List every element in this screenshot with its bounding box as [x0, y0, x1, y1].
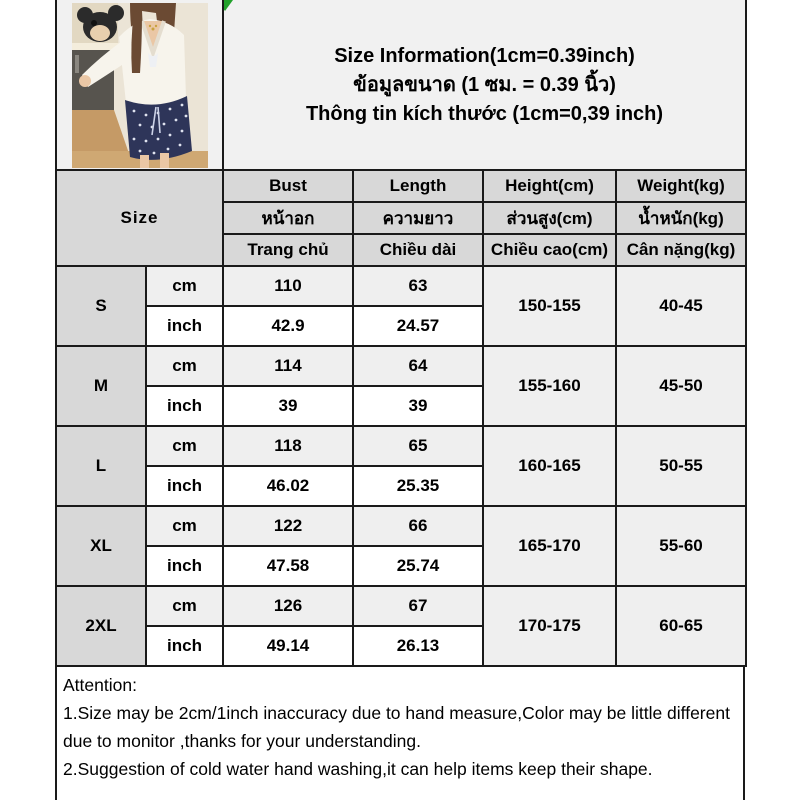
size-row-m-cm — [56, 346, 746, 386]
height-range-m: 155-160 — [483, 346, 616, 426]
length-cm-l: 65 — [353, 426, 483, 466]
bust-inch-l: 46.02 — [223, 466, 353, 506]
unit-inch: inch — [146, 386, 223, 426]
height-range-s: 150-155 — [483, 266, 616, 346]
unit-inch: inch — [146, 546, 223, 586]
col-header-bust-th: หน้าอก — [223, 202, 353, 234]
col-header-weight-vi: Cân nặng(kg) — [616, 234, 746, 266]
size-row-xl-cm — [56, 506, 746, 546]
title-vietnamese: Thông tin kích thước (1cm=0,39 inch) — [305, 102, 664, 125]
length-inch-2xl: 26.13 — [353, 626, 483, 666]
unit-inch: inch — [146, 466, 223, 506]
col-header-weight-th: น้ำหนัก(kg) — [616, 202, 746, 234]
weight-range-2xl: 60-65 — [616, 586, 746, 666]
height-range-2xl: 170-175 — [483, 586, 616, 666]
bust-cm-2xl: 126 — [223, 586, 353, 626]
height-range-l: 160-165 — [483, 426, 616, 506]
col-header-height-en: Height(cm) — [483, 170, 616, 202]
size-table — [55, 0, 747, 667]
col-header-height-vi: Chiều cao(cm) — [483, 234, 616, 266]
length-cm-xl: 66 — [353, 506, 483, 546]
length-inch-xl: 25.74 — [353, 546, 483, 586]
size-row-2xl-cm — [56, 586, 746, 626]
weight-range-s: 40-45 — [616, 266, 746, 346]
header-row-english — [56, 170, 746, 202]
col-header-bust-en: Bust — [223, 170, 353, 202]
weight-range-xl: 55-60 — [616, 506, 746, 586]
weight-range-m: 45-50 — [616, 346, 746, 426]
product-photo — [72, 3, 208, 168]
col-header-bust-vi: Trang chủ — [223, 234, 353, 266]
length-inch-m: 39 — [353, 386, 483, 426]
size-info-title-cell — [223, 0, 746, 170]
bust-inch-2xl: 49.14 — [223, 626, 353, 666]
bust-cm-xl: 122 — [223, 506, 353, 546]
length-cm-m: 64 — [353, 346, 483, 386]
unit-cm: cm — [146, 426, 223, 466]
length-cm-s: 63 — [353, 266, 483, 306]
bust-cm-m: 114 — [223, 346, 353, 386]
unit-cm: cm — [146, 346, 223, 386]
col-header-length-th: ความยาว — [353, 202, 483, 234]
attention-notes — [55, 665, 745, 800]
size-row-l-cm — [56, 426, 746, 466]
size-label-xl: XL — [56, 506, 146, 586]
col-header-height-th: ส่วนสูง(cm) — [483, 202, 616, 234]
bust-inch-xl: 47.58 — [223, 546, 353, 586]
col-header-length-vi: Chiều dài — [353, 234, 483, 266]
size-label-m: M — [56, 346, 146, 426]
size-label-s: S — [56, 266, 146, 346]
bust-cm-l: 118 — [223, 426, 353, 466]
length-inch-s: 24.57 — [353, 306, 483, 346]
size-chart-sheet — [55, 0, 745, 800]
attention-note-2: 2.Suggestion of cold water hand washing,it can help items keep their shape. — [63, 759, 653, 779]
unit-cm: cm — [146, 506, 223, 546]
size-column-header: Size — [56, 170, 223, 266]
col-header-weight-en: Weight(kg) — [616, 170, 746, 202]
product-photo-cell — [56, 0, 223, 170]
title-thai: ข้อมูลขนาด (1 ซม. = 0.39 นิ้ว) — [353, 73, 616, 96]
attention-note-1: 1.Size may be 2cm/1inch inaccuracy due to hand measure,Color may be little different due to monitor ,thanks for your understanding. — [63, 703, 730, 751]
length-inch-l: 25.35 — [353, 466, 483, 506]
size-label-2xl: 2XL — [56, 586, 146, 666]
unit-inch: inch — [146, 306, 223, 346]
bust-inch-m: 39 — [223, 386, 353, 426]
title-row — [56, 0, 746, 170]
bust-inch-s: 42.9 — [223, 306, 353, 346]
title-english: Size Information(1cm=0.39inch) — [334, 44, 635, 67]
green-corner-flag-icon — [223, 0, 233, 11]
unit-cm: cm — [146, 266, 223, 306]
height-range-xl: 165-170 — [483, 506, 616, 586]
weight-range-l: 50-55 — [616, 426, 746, 506]
bust-cm-s: 110 — [223, 266, 353, 306]
col-header-length-en: Length — [353, 170, 483, 202]
attention-heading: Attention: — [63, 675, 137, 695]
unit-inch: inch — [146, 626, 223, 666]
size-row-s-cm — [56, 266, 746, 306]
length-cm-2xl: 67 — [353, 586, 483, 626]
size-label-l: L — [56, 426, 146, 506]
unit-cm: cm — [146, 586, 223, 626]
